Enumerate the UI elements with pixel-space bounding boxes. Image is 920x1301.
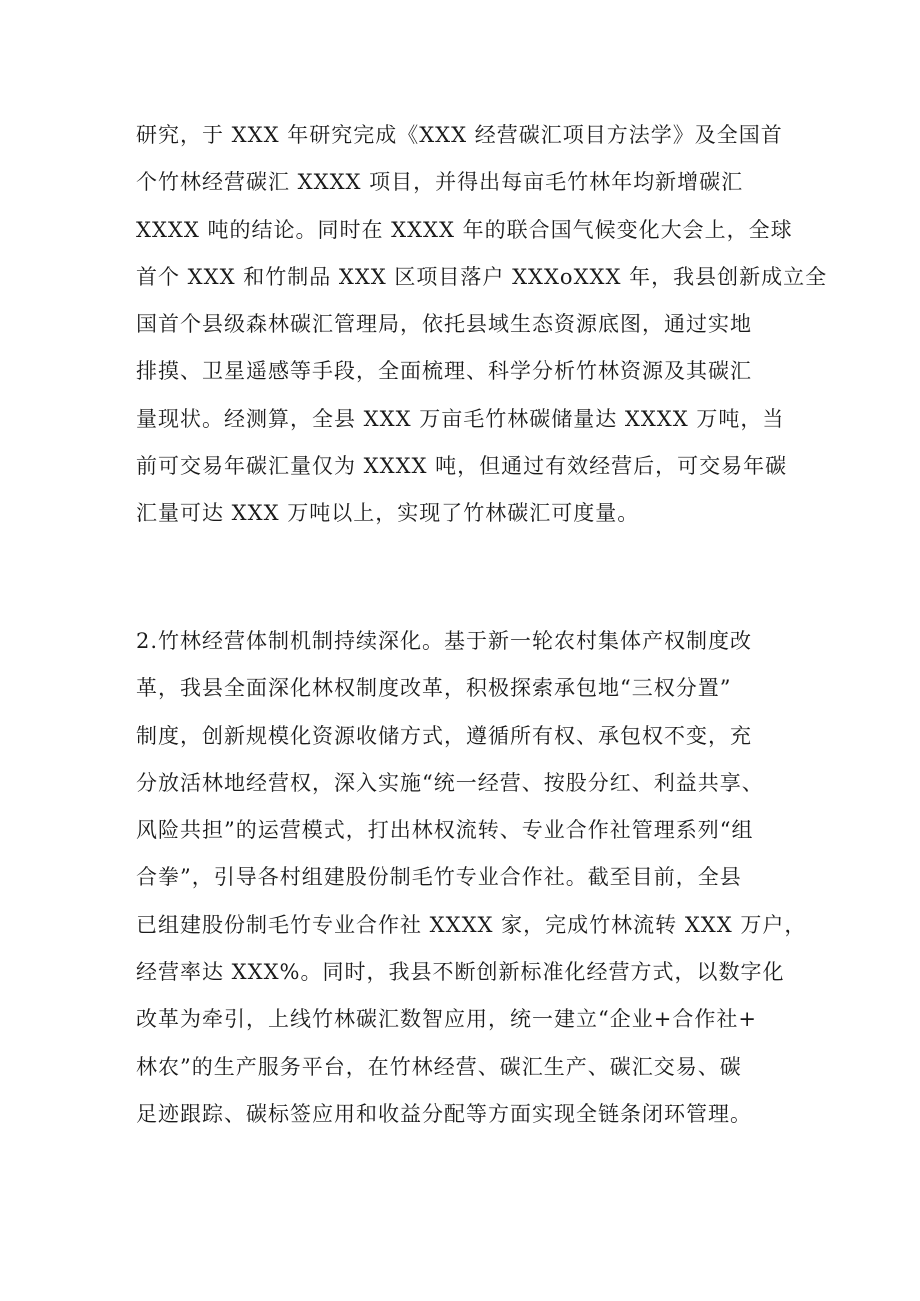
text-line: 研究，于 XXX 年研究完成《XXX 经营碳汇项目方法学》及全国首 (136, 123, 783, 147)
text-line: 制度，创新规模化资源收储方式，遵循所有权、承包权不变，充 (136, 723, 752, 748)
text-line: 前可交易年碳汇量仅为 XXXX 吨，但通过有效经营后，可交易年碳 (136, 454, 788, 479)
text-line: 个竹林经营碳汇 XXXX 项目，并得出每亩毛竹林年均新增碳汇 (136, 170, 744, 195)
text-line: 汇量可达 XXX 万吨以上，实现了竹林碳汇可度量。 (136, 501, 640, 526)
paragraph-carbon-sink-measurement (136, 112, 828, 538)
text-line: 合拳”，引导各村组建股份制毛竹专业合作社。截至目前，全县 (136, 865, 742, 890)
text-line: 排摸、卫星遥感等手段，全面梳理、科学分析竹林资源及其碳汇 (136, 359, 752, 384)
text-line: 风险共担”的运营模式，打出林权流转、专业合作社管理系列“组 (136, 818, 754, 843)
text-line: 2.竹林经营体制机制持续深化。基于新一轮农村集体产权制度改 (136, 629, 753, 653)
text-line: XXXX 吨的结论。同时在 XXXX 年的联合国气候变化大会上，全球 (136, 217, 793, 242)
text-line: 改革为牵引，上线竹林碳汇数智应用，统一建立“企业+合作社+ (136, 1007, 757, 1032)
text-line: 量现状。经测算，全县 XXX 万亩毛竹林碳储量达 XXXX 万吨，当 (136, 406, 785, 431)
text-line: 足迹跟踪、碳标签应用和收益分配等方面实现全链条闭环管理。 (136, 1101, 752, 1126)
text-line: 国首个县级森林碳汇管理局，依托县域生态资源底图，通过实地 (136, 312, 752, 337)
paragraph-bamboo-management-reform (136, 618, 816, 1138)
text-line: 经营率达 XXX%。同时，我县不断创新标准化经营方式，以数字化 (136, 960, 785, 985)
text-line: 已组建股份制毛竹专业合作社 XXXX 家，完成竹林流转 XXX 万户， (136, 912, 807, 937)
text-line: 林农”的生产服务平台，在竹林经营、碳汇生产、碳汇交易、碳 (136, 1054, 742, 1079)
text-line: 革，我县全面深化林权制度改革，积极探索承包地“三权分置” (136, 676, 732, 701)
text-line: 首个 XXX 和竹制品 XXX 区项目落户 XXXoXXX 年，我县创新成立全 (136, 264, 828, 289)
text-line: 分放活林地经营权，深入实施“统一经营、按股分红、利益共享、 (136, 770, 764, 795)
